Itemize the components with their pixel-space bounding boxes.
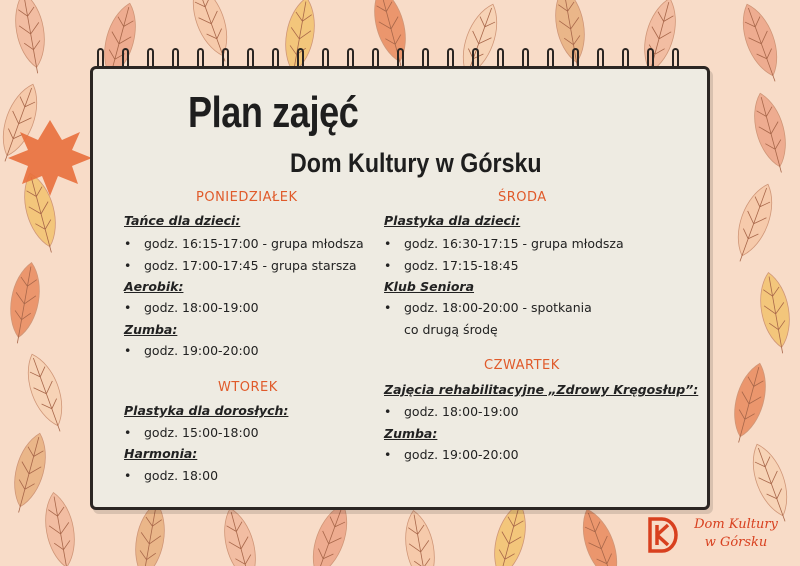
leaf-decoration <box>6 430 53 516</box>
page-subtitle: Dom Kultury w Górsku <box>290 148 542 178</box>
leaf-decoration <box>4 260 45 345</box>
activity-title: Zumba: <box>384 426 438 441</box>
schedule-item: • godz. 15:00-18:00 <box>124 425 259 440</box>
leaf-decoration <box>19 350 72 436</box>
schedule-item: • godz. 18:00-19:00 <box>384 404 519 419</box>
schedule-item: • godz. 17:15-18:45 <box>384 258 519 273</box>
leaf-decoration <box>574 505 627 566</box>
leaf-decoration <box>747 90 794 176</box>
leaf-decoration <box>726 360 773 446</box>
activity-title: Zumba: <box>124 322 178 337</box>
leaf-decoration <box>727 180 780 266</box>
logo-line-2: w Górsku <box>704 535 768 550</box>
activity-title: Plastyka dla dorosłych: <box>124 403 289 418</box>
logo-text <box>686 516 786 552</box>
activity-title: Plastyka dla dzieci: <box>384 213 521 228</box>
leaf-decoration <box>10 0 51 76</box>
dk-logo <box>640 512 800 560</box>
leaf-decoration <box>40 490 81 566</box>
schedule-item-continuation: co drugą środę <box>404 322 498 337</box>
activity-title: Harmonia: <box>124 446 198 461</box>
day-heading-tuesday: WTOREK <box>218 380 278 395</box>
schedule-item: • godz. 18:00-20:00 - spotkania <box>384 300 592 315</box>
schedule-item: • godz. 19:00-20:00 <box>124 343 259 358</box>
leaf-decoration <box>217 505 264 566</box>
logo-line-1: Dom Kultury <box>694 517 778 532</box>
leaf-decoration <box>755 270 796 355</box>
leaf-decoration <box>129 500 170 566</box>
day-heading-thursday: CZWARTEK <box>484 358 560 373</box>
page-title: Plan zajęć <box>188 88 359 137</box>
day-heading-wednesday: ŚRODA <box>498 190 547 205</box>
day-heading-monday: PONIEDZIAŁEK <box>196 190 298 205</box>
activity-title: Aerobik: <box>124 279 184 294</box>
schedule-item: • godz. 17:00-17:45 - grupa starsza <box>124 258 357 273</box>
schedule-item: • godz. 18:00-19:00 <box>124 300 259 315</box>
activity-title: Zajęcia rehabilitacyjne „Zdrowy Kręgosłup”: <box>384 382 699 397</box>
schedule-item: • godz. 18:00 <box>124 468 219 483</box>
schedule-item: • godz. 19:00-20:00 <box>384 447 519 462</box>
schedule-item: • godz. 16:15-17:00 - grupa młodsza <box>124 236 364 251</box>
activity-title: Klub Seniora <box>384 279 475 294</box>
leaf-decoration <box>400 508 441 566</box>
leaf-decoration <box>734 0 787 86</box>
dk-logo-icon <box>646 516 680 554</box>
schedule-item: • godz. 16:30-17:15 - grupa młodsza <box>384 236 624 251</box>
activity-title: Tańce dla dzieci: <box>124 213 241 228</box>
